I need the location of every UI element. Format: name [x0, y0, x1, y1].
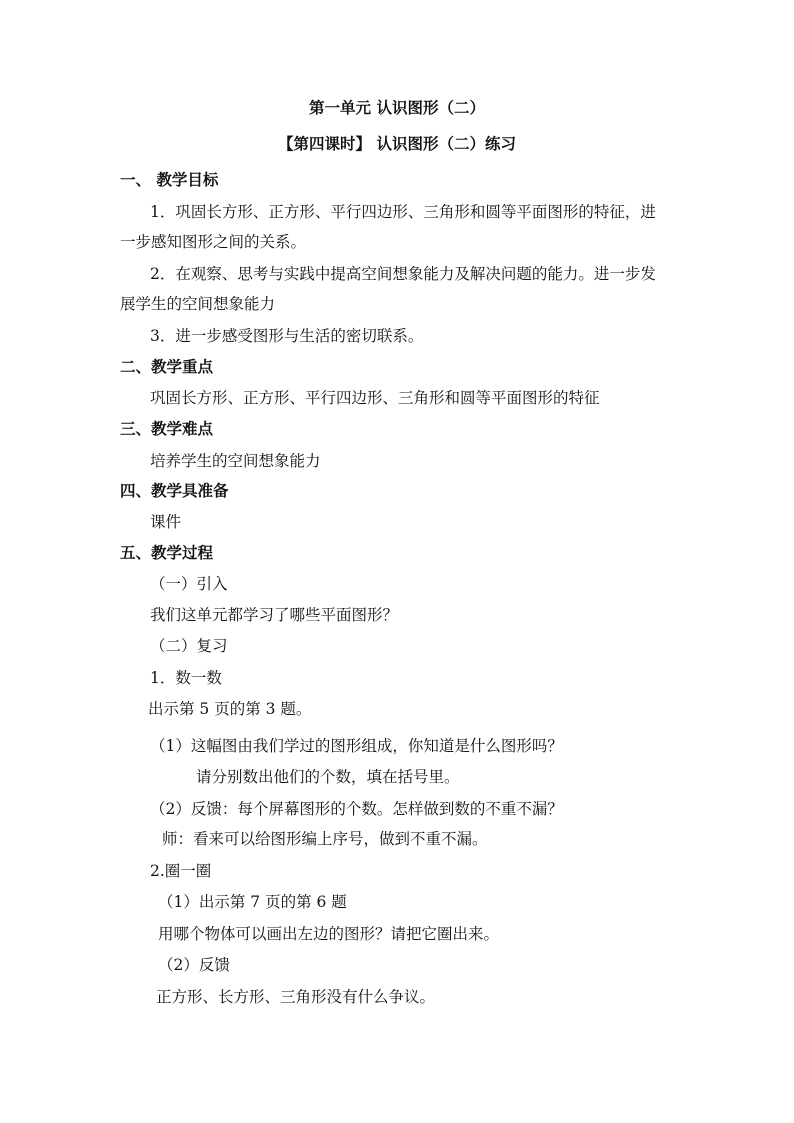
- section-heading-objectives: 一、 教学目标: [120, 170, 219, 189]
- difficulties-text: 培养学生的空间想象能力: [150, 452, 321, 470]
- key-points-text: 巩固长方形、正方形、平行四边形、三角形和圆等平面图形的特征: [150, 389, 600, 407]
- process-line: 正方形、长方形、三角形没有什么争议。: [156, 988, 436, 1006]
- lesson-subtitle: 【第四课时】 认识图形（二）练习: [278, 134, 516, 153]
- objective-line-1-cont: 一步感知图形之间的关系。: [120, 233, 307, 251]
- process-line: 师：看来可以给图形编上序号，做到不重不漏。: [162, 830, 488, 848]
- process-line: 用哪个物体可以画出左边的图形？请把它圈出来。: [158, 925, 500, 943]
- process-step-review: （二）复习: [150, 637, 228, 655]
- section-heading-process: 五、教学过程: [120, 543, 214, 562]
- objective-line-2-cont: 展学生的空间想象能力: [120, 295, 276, 313]
- objective-line-2: 2．在观察、思考与实践中提高空间想象能力及解决问题的能力。进一步发: [150, 265, 656, 283]
- objective-line-1: 1．巩固长方形、正方形、平行四边形、三角形和圆等平面图形的特征，进: [150, 203, 656, 221]
- process-line: 我们这单元都学习了哪些平面图形？: [150, 606, 399, 624]
- process-step-intro: （一）引入: [150, 575, 228, 593]
- process-line: （2）反馈：每个屏幕图形的个数。怎样做到数的不重不漏？: [150, 800, 563, 818]
- page-title: 第一单元 认识图形（二）: [309, 98, 485, 117]
- section-heading-materials: 四、教学具准备: [120, 481, 229, 500]
- process-line: 1．数一数: [150, 669, 222, 687]
- objective-line-3: 3．进一步感受图形与生活的密切联系。: [150, 327, 424, 345]
- section-heading-difficulties: 三、教学难点: [120, 419, 214, 438]
- materials-text: 课件: [150, 513, 182, 531]
- process-line: （1）这幅图由我们学过的图形组成，你知道是什么图形吗？: [150, 737, 563, 755]
- process-line: （1）出示第 7 页的第 6 题: [158, 893, 347, 911]
- process-line: 2.圈一圈: [150, 862, 212, 880]
- process-line: 请分别数出他们的个数，填在括号里。: [196, 768, 460, 786]
- process-line: 出示第 5 页的第 3 题。: [148, 700, 312, 718]
- section-heading-key-points: 二、教学重点: [120, 357, 214, 376]
- process-line: （2）反馈: [158, 956, 230, 974]
